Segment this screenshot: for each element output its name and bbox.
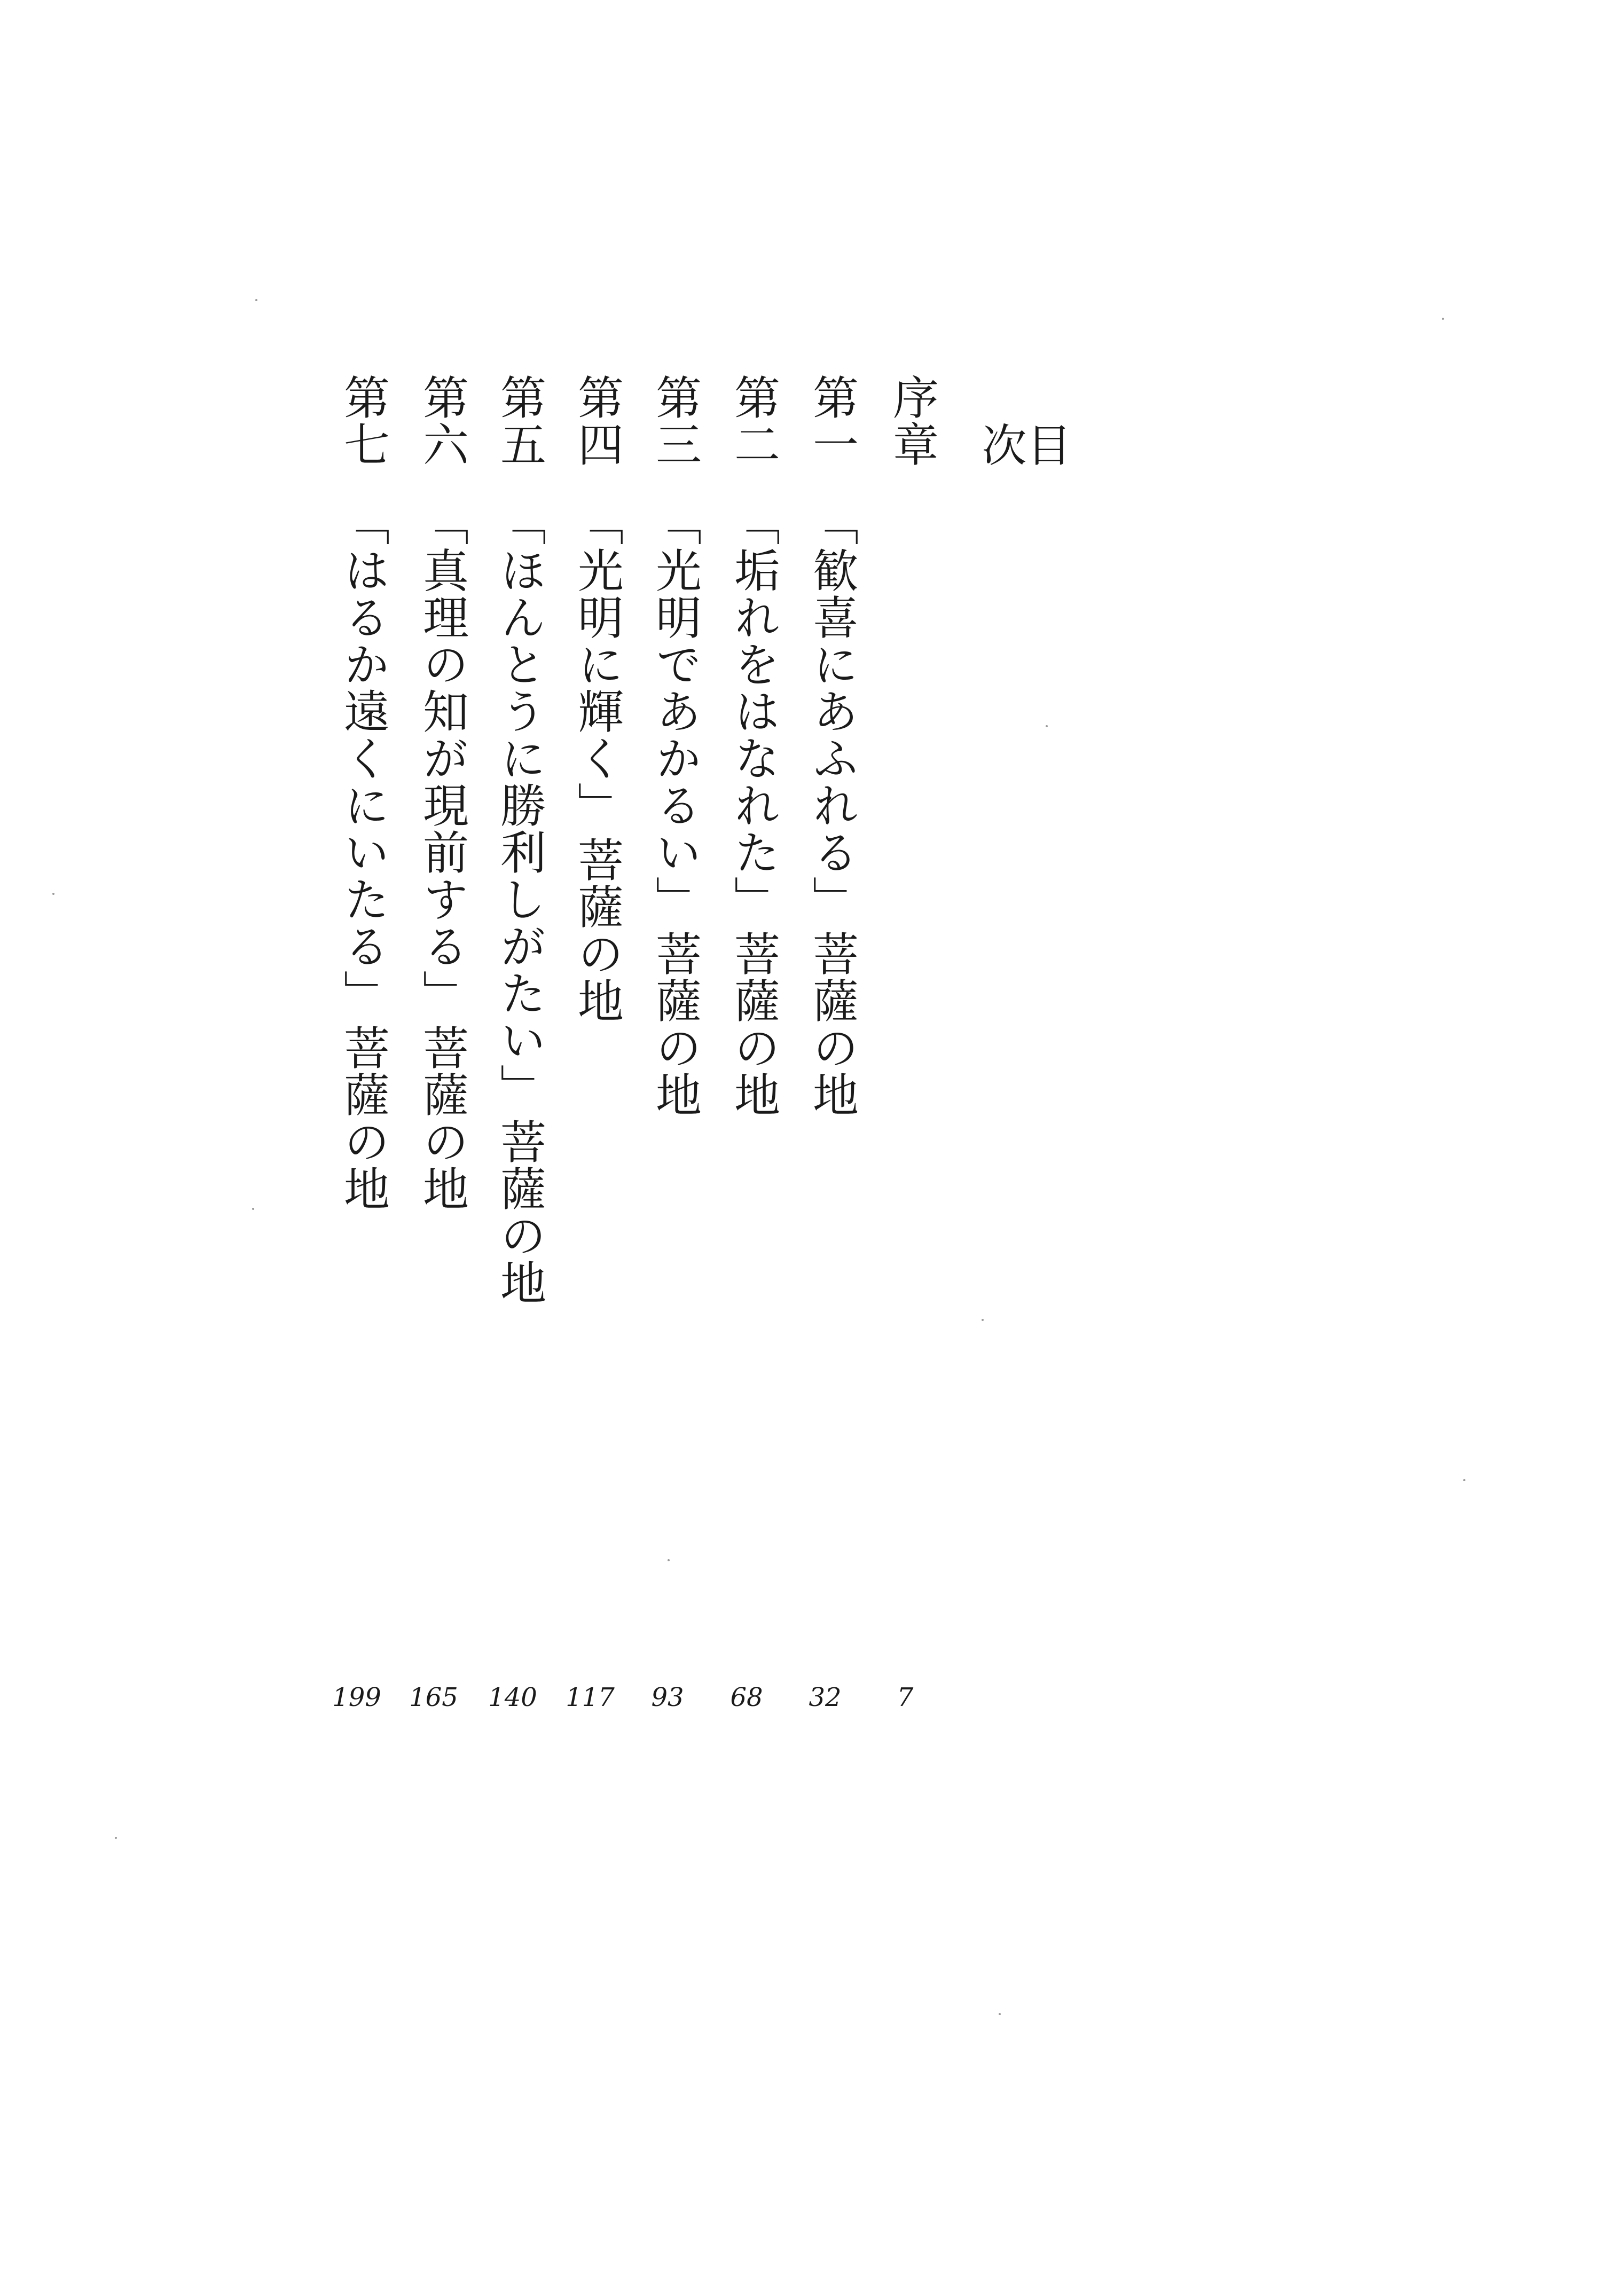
toc-entry-5[interactable] [483, 374, 546, 1306]
toc-entry-3[interactable] [639, 374, 701, 1281]
page-number-6: 165 [409, 1682, 458, 1712]
toc-heading: 目次 [975, 422, 1072, 515]
toc-entry-2[interactable] [717, 374, 780, 1281]
page-number-7: 199 [332, 1682, 381, 1712]
page-number-3: 93 [651, 1682, 684, 1712]
scan-speck [1463, 1479, 1465, 1481]
toc-entry-1[interactable] [796, 374, 858, 1281]
entry-number: 第三 [648, 374, 701, 468]
scan-speck [1046, 725, 1048, 727]
entry-number: 第六 [415, 374, 468, 468]
page-number-preface: 7 [897, 1682, 914, 1712]
entry-title: 「光明であかるい」 [648, 500, 701, 923]
entry-number: 第七 [336, 374, 389, 468]
toc-entry-preface[interactable] [876, 374, 938, 1281]
scan-speck [255, 299, 257, 301]
entry-title: 「ほんとうに勝利しがたい」 [492, 500, 546, 1111]
scan-speck [982, 1319, 984, 1321]
entry-title: 「はるか遠くにいたる」 [336, 500, 389, 1017]
toc-entry-7[interactable] [327, 374, 389, 1281]
entry-suffix: 菩薩の地 [648, 930, 701, 1118]
entry-number: 第五 [492, 374, 546, 468]
entry-number: 第四 [570, 374, 623, 468]
entry-number: 序章 [885, 374, 938, 468]
entry-suffix: 菩薩の地 [336, 1024, 389, 1212]
scan-speck [999, 2013, 1001, 2015]
toc-entry-6[interactable] [406, 374, 468, 1281]
scan-speck [115, 1837, 117, 1839]
entry-suffix: 菩薩の地 [415, 1024, 468, 1212]
scan-speck [52, 893, 54, 895]
page-number-2: 68 [730, 1682, 763, 1712]
toc-entry-4[interactable] [561, 374, 623, 1281]
scan-speck [1442, 318, 1444, 320]
scan-speck [668, 1559, 670, 1561]
page-number-4: 117 [566, 1682, 615, 1712]
page-number-5: 140 [488, 1682, 537, 1712]
entry-title: 「垢れをはなれた」 [726, 500, 780, 923]
entry-suffix: 菩薩の地 [492, 1118, 546, 1306]
entry-number: 第二 [726, 374, 780, 468]
entry-suffix: 菩薩の地 [805, 930, 858, 1118]
entry-title: 「歓喜にあふれる」 [805, 500, 858, 923]
page-number-1: 32 [809, 1682, 842, 1712]
entry-title: 「光明に輝く」 [570, 500, 623, 829]
entry-suffix: 菩薩の地 [726, 930, 780, 1118]
scan-speck [252, 1208, 254, 1210]
entry-suffix: 菩薩の地 [570, 836, 623, 1024]
entry-number: 第一 [805, 374, 858, 468]
entry-title: 「真理の知が現前する」 [415, 500, 468, 1017]
